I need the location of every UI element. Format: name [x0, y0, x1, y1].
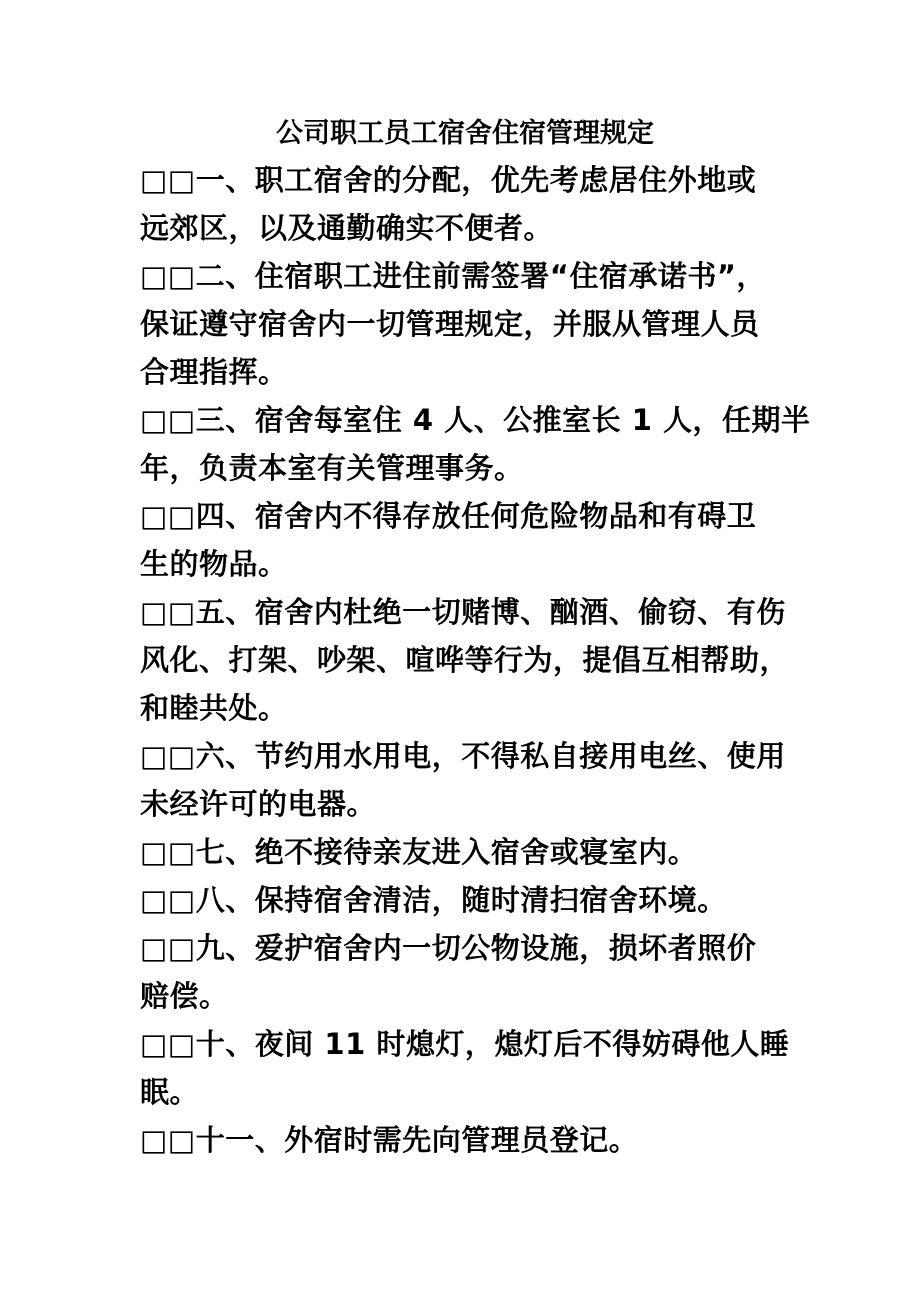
rule-line: □□四、宿舍内不得存放任何危险物品和有碍卫 [140, 499, 757, 533]
document-title: 公司职工员工宿舍住宿管理规定 [276, 118, 654, 149]
rule-line: □□一、职工宿舍的分配，优先考虑居住外地或 [140, 163, 757, 197]
rule-line: □□五、宿舍内杜绝一切赌博、酗酒、偷窃、有伤 [140, 595, 786, 629]
rule-paragraph [140, 156, 800, 252]
rule-line: □□二、住宿职工进住前需签署“住宿承诺书”， [140, 259, 766, 293]
rule-paragraph [140, 252, 800, 396]
rule-line: 风化、打架、吵架、喧哗等行为，提倡互相帮助， [140, 643, 790, 677]
rule-paragraph [140, 1020, 800, 1116]
rule-line: □□六、节约用水用电，不得私自接用电丝、使用 [140, 739, 786, 773]
rules-list [140, 156, 811, 1164]
rule-paragraph [140, 828, 800, 876]
rule-line: 未经许可的电器。 [140, 787, 377, 821]
rule-paragraph [140, 588, 800, 732]
rule-line: □□八、保持宿舍清洁，随时清扫宿舍环境。 [140, 883, 727, 917]
rule-line: 赔偿。 [140, 979, 229, 1013]
rule-line: 生的物品。 [140, 547, 288, 581]
rule-line: □□九、爱护宿舍内一切公物设施，损坏者照价 [140, 931, 757, 965]
rule-paragraph [140, 924, 800, 1020]
rule-paragraph [140, 1116, 800, 1164]
rule-paragraph [140, 876, 800, 924]
rule-line: 远郊区，以及通勤确实不便者。 [140, 211, 554, 245]
rule-line: □□七、绝不接待亲友进入宿舍或寝室内。 [140, 835, 698, 869]
rule-line: □□三、宿舍每室住 4 人、公推室长 1 人，任期半 [140, 403, 811, 437]
rule-line: 保证遵守宿舍内一切管理规定，并服从管理人员 [140, 307, 760, 341]
rule-line: 年，负责本室有关管理事务。 [140, 451, 524, 485]
rule-line: 合理指挥。 [140, 355, 288, 389]
rule-line: 和睦共处。 [140, 691, 288, 725]
rule-line: □□十、夜间 11 时熄灯，熄灯后不得妨碍他人睡 [140, 1027, 790, 1061]
rule-line: □□十一、外宿时需先向管理员登记。 [140, 1123, 639, 1157]
rule-paragraph [140, 492, 800, 588]
rule-paragraph [140, 732, 800, 828]
rule-line: 眠。 [140, 1075, 200, 1109]
rule-paragraph [140, 396, 811, 492]
document-page [140, 112, 811, 1164]
